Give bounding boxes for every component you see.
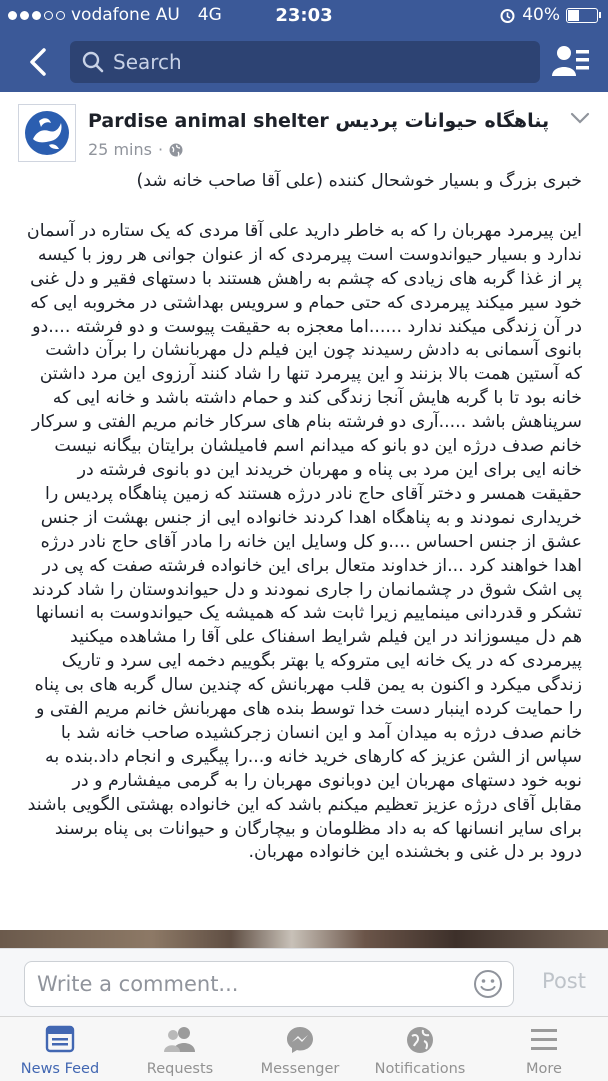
search-placeholder: Search: [113, 50, 182, 74]
tab-requests[interactable]: [120, 1017, 240, 1081]
search-icon: [82, 51, 104, 73]
messenger-icon: [285, 1025, 315, 1055]
tab-label: Requests: [146, 1061, 214, 1077]
back-arrow-icon[interactable]: [22, 44, 58, 80]
tab-notifications[interactable]: [360, 1017, 480, 1081]
comment-placeholder: Write a comment...: [37, 972, 239, 996]
battery-icon: [566, 8, 598, 23]
status-bar: [0, 0, 608, 32]
comment-input[interactable]: [24, 961, 514, 1007]
news-feed-icon: [45, 1025, 75, 1053]
comment-bar: [0, 948, 608, 1017]
notifications-icon: [405, 1025, 435, 1055]
post-body: [26, 170, 582, 865]
network-type: 4G: [197, 5, 222, 25]
carrier-name: vodafone AU: [71, 5, 180, 25]
post-photo[interactable]: [0, 930, 608, 948]
clock: 23:03: [275, 5, 333, 26]
post-headline: خبری بزرگ و بسیار خوشحال کننده (علی آقا صاحب خانه شد): [136, 171, 582, 191]
chevron-down-icon[interactable]: [570, 112, 590, 124]
tab-news-feed[interactable]: [0, 1017, 120, 1081]
alarm-icon: [499, 7, 516, 24]
battery-status: [499, 5, 598, 25]
search-bar[interactable]: [70, 41, 540, 83]
shelter-logo-icon: [19, 105, 75, 161]
tab-label: Messenger: [260, 1061, 340, 1077]
post-time: 25 mins: [88, 140, 152, 159]
battery-percent: 40%: [522, 5, 560, 25]
requests-icon: [163, 1025, 197, 1053]
tab-more[interactable]: [484, 1017, 604, 1081]
more-icon: [529, 1025, 559, 1053]
friend-requests-icon[interactable]: [552, 44, 590, 78]
tab-label: More: [526, 1061, 562, 1077]
nav-bar: [0, 32, 608, 92]
tab-label: News Feed: [20, 1061, 100, 1077]
post-meta: 25 mins ·: [88, 140, 183, 159]
tab-bar: [0, 1016, 608, 1081]
post-paragraph: این پیرمرد مهربان را که به خاطر دارید علی آقا مردی که یک ستاره در آسمان ندارد و بسیار حیواندوست است پیرمردی که از عنوان جوانی هر روز با کیسه پر از غذا گربه های زیادی که چشم به راهش هستند با دستهای فقیر و دل غنی خود سیر میکند پیرمردی که حتی حمام و سرویس بهداشتی در مخروبه ایی که در آن زندگی میکند ندارد ......اما معجزه به حقیقت پیوست و دو فرشته ....دو بانوی آسمانی به دادش رسیدند چون این فیلم دل مهربانشان را برآن داشت که آستین همت بالا بزنند و این پیرمرد تنها را شاد کنند آرزوی این مرد داشتن خانه بود تا با گربه هایش آنجا زندگی کند و حمام داشته باشد و خانه ایی که سرپناهش باشد .....آری دو فرشته بنام های سرکار خانم مریم الفتی و سرکار خانم صدف درژه این دو بانو که میدانم اسم فامیلشان برایتان بیگانه نیست خانه ایی برای این مرد بی پناه و مهربان خریدند این دو بانوی فرشته در حقیقت همسر و دختر آقای حاج نادر درژه هستند که زمین پناهگاه پردیس را خریداری نمودند و به پناهگاه اهدا کردند خانواده ایی از جنس بهشت از جنس عشق از جنس احساس ....و کل وسایل این خانه را مادر آقای حاج نادر درژه اهدا خواهند کرد ...از خداوند متعال برای این خانواده فرشته صفت که پی در پی اشک شوق در چشمانمان را جاری نمودند و دل حیواندوستان را شاد کردند تشکر و قدردانی مینماییم زیرا ثابت شد که همیشه یک حیواندوست به انسانها هم دل میسوزاند در این فیلم شرایط اسفناک علی آقا را مشاهده میکنید پیرمردی که در یک خانه ایی متروکه یا بهتر بگوییم دخمه ایی سرد و تاریک زندگی میکرد و اکنون به یمن قلب مهربانش که چندین سال گربه های بی پناه را حمایت کرده اینبار دست خدا توسط بنده های مهربانش خانم مریم الفتی و خانم صدف درژه به میدان آمد و این انسان زجرکشیده صاحب خانه شد با سپاس از الشن عزیز که کارهای خرید خانه و...را پیگیری و انجام داد.بنده به نوبه خود دستهای مهربان این دوبانوی مهربان را به گرمی میفشارم و در مقابل آقای درژه عزیز تعظیم میکنم باشد که این خانواده بهشتی الگویی باشند برای سایر انسانها که به داد مظلومان و بیچارگان و حیوانات بی پناه برسند درود بر دل غنی و بخشنده این خانواده مهربان.: [26, 220, 582, 863]
globe-icon: [169, 143, 183, 157]
page-avatar[interactable]: [18, 104, 76, 162]
tab-messenger[interactable]: [240, 1017, 360, 1081]
page-name[interactable]: Pardise animal shelter پناهگاه حیوانات پردیس: [88, 110, 550, 132]
smiley-icon[interactable]: [473, 969, 503, 999]
post-button[interactable]: Post: [542, 969, 586, 993]
tab-label: Notifications: [374, 1061, 466, 1077]
